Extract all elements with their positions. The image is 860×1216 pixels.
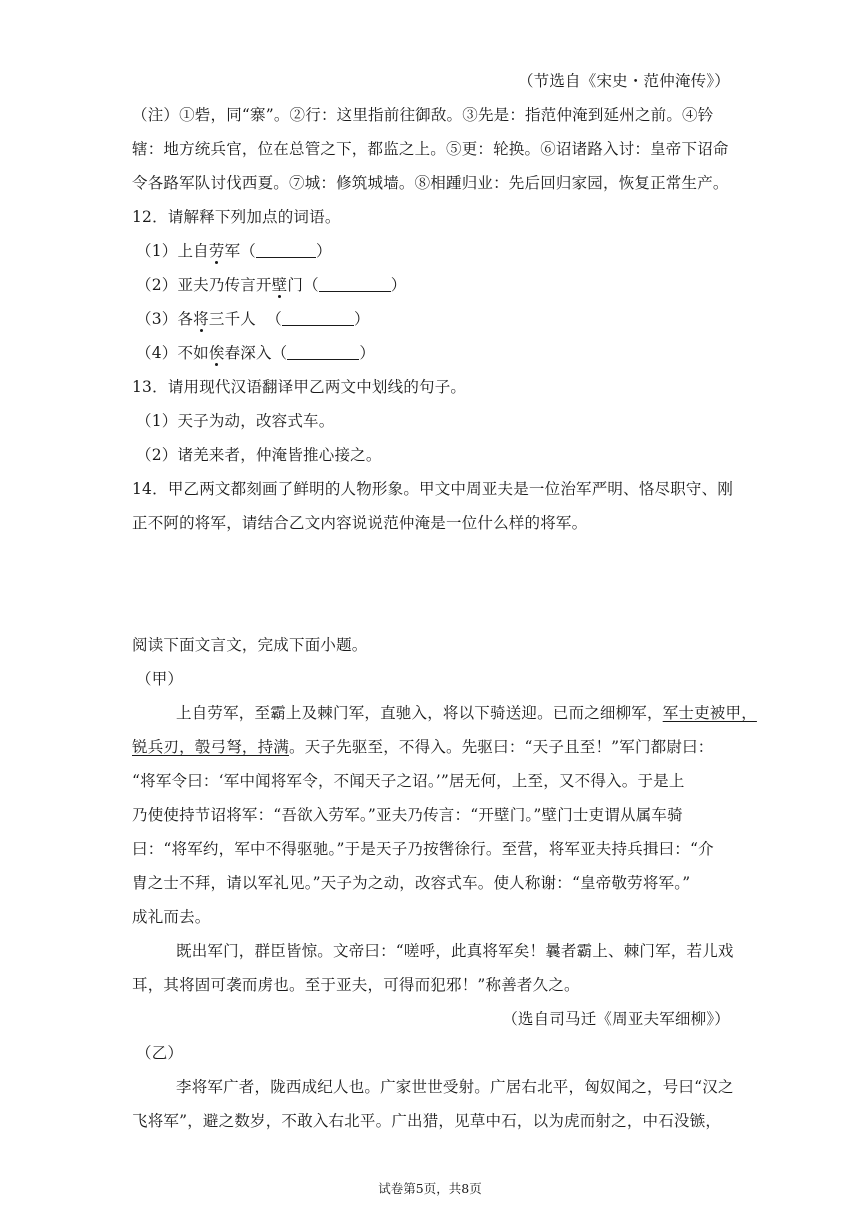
q12-item-close: ） — [359, 344, 376, 362]
passage-line: 胄之士不拜，请以军礼见。”天子为之动，改容式车。使人称谢：“皇帝敬劳将军。” — [132, 874, 691, 892]
passage-line: 曰：“将军约，军中不得驱驰。”于是天子乃按辔徐行。至营，将军亚夫持兵揖曰：“介 — [132, 840, 714, 858]
q12-item-prefix: （3）各 — [136, 310, 194, 328]
passage-line: 李将军广者，陇西成纪人也。广家世世受射。广居右北平，匈奴闻之，号曰“汉之 — [176, 1078, 734, 1096]
q12-item-prefix: （2）亚夫乃传言开 — [136, 276, 272, 294]
q14-line: 14．甲乙两文都刻画了鲜明的人物形象。甲文中周亚夫是一位治军严明、恪尽职守、刚 — [132, 480, 734, 498]
q12-item-close: ） — [353, 310, 370, 328]
passage-label-yi: （乙） — [136, 1044, 184, 1062]
passage-label-jia: （甲） — [136, 670, 184, 688]
dotted-word: 俟 — [208, 344, 225, 362]
passage-line — [176, 702, 776, 724]
note-line: 辖：地方统兵官，位在总管之下，都监之上。⑤更：轮换。⑥诏诸路入讨：皇帝下诏命 — [132, 140, 729, 158]
answer-blank[interactable] — [282, 309, 354, 326]
q12-item — [136, 240, 736, 262]
passage-line: “将军令曰：‘军中闻将军令，不闻天子之诏。’”居无何，上至，又不得入。于是上 — [132, 772, 685, 790]
note-line: （注）①砦，同“寨”。②行：这里指前往御敌。③先是：指范仲淹到延州之前。④钤 — [132, 106, 714, 124]
passage-line — [132, 736, 732, 758]
q12-item-suffix: 三千人 （ — [208, 310, 282, 328]
page-footer: 试卷第5页，共8页 — [378, 1181, 482, 1196]
passage-line: 乃使使持节诏将军：“吾欲入劳军。”亚夫乃传言：“开壁门。”壁门士吏谓从属车骑 — [132, 806, 683, 824]
passage-text: 上自劳军，至霸上及棘门军，直驰入，将以下骑送迎。已而之细柳军， — [176, 704, 663, 722]
q12-item-suffix: 春深入（ — [224, 344, 288, 362]
q13-title: 13．请用现代汉语翻译甲乙两文中划线的句子。 — [132, 378, 467, 396]
note-line: 令各路军队讨伐西夏。⑦城：修筑城墙。⑧相踵归业：先后回归家园，恢复正常生产。 — [132, 174, 729, 192]
passage-source: （选自司马迁《周亚夫军细柳》） — [502, 1010, 730, 1028]
dotted-word: 壁 — [271, 276, 288, 294]
q12-item-prefix: （1）上自 — [136, 242, 209, 260]
q12-item — [136, 308, 736, 330]
q13-item: （1）天子为动，改容式车。 — [136, 412, 335, 430]
q12-item-suffix: 门（ — [287, 276, 319, 294]
note-source: （节选自《宋史・范仲淹传》） — [517, 72, 730, 90]
passage-line: 成礼而去。 — [132, 908, 211, 926]
q13-item: （2）诸羌来者，仲淹皆推心接之。 — [136, 446, 382, 464]
passage-line: 耳，其将固可袭而虏也。至于亚夫，可得而犯邪！”称善者久之。 — [132, 976, 580, 994]
q12-item-prefix: （4）不如 — [136, 344, 209, 362]
section-intro: 阅读下面文言文，完成下面小题。 — [132, 636, 368, 654]
passage-text: 。天子先驱至，不得入。先驱曰：“天子且至！”军门都尉曰： — [289, 738, 714, 756]
answer-blank[interactable] — [319, 275, 391, 292]
q12-item-close: ） — [315, 242, 332, 260]
passage-line: 飞将军”，避之数岁，不敢入右北平。广出猎，见草中石，以为虎而射之，中石没镞， — [132, 1112, 722, 1130]
dotted-word: 将 — [193, 310, 209, 328]
q12-item-close: ） — [390, 276, 407, 294]
q12-item — [136, 274, 736, 296]
underlined-sentence: 锐兵刃，彀弓弩，持满 — [132, 738, 290, 756]
q12-item-suffix: 军（ — [224, 242, 256, 260]
underlined-sentence: 军士吏被甲， — [662, 704, 757, 722]
q12-item — [136, 342, 736, 364]
answer-blank[interactable] — [287, 343, 359, 360]
q12-title: 12．请解释下列加点的词语。 — [132, 208, 341, 226]
q14-line: 正不阿的将军，请结合乙文内容说说范仲淹是一位什么样的将军。 — [132, 514, 588, 532]
passage-line: 既出军门，群臣皆惊。文帝曰：“嗟呼，此真将军矣！曩者霸上、棘门军，若儿戏 — [176, 942, 734, 960]
answer-blank[interactable] — [256, 241, 316, 258]
dotted-word: 劳 — [208, 242, 225, 260]
